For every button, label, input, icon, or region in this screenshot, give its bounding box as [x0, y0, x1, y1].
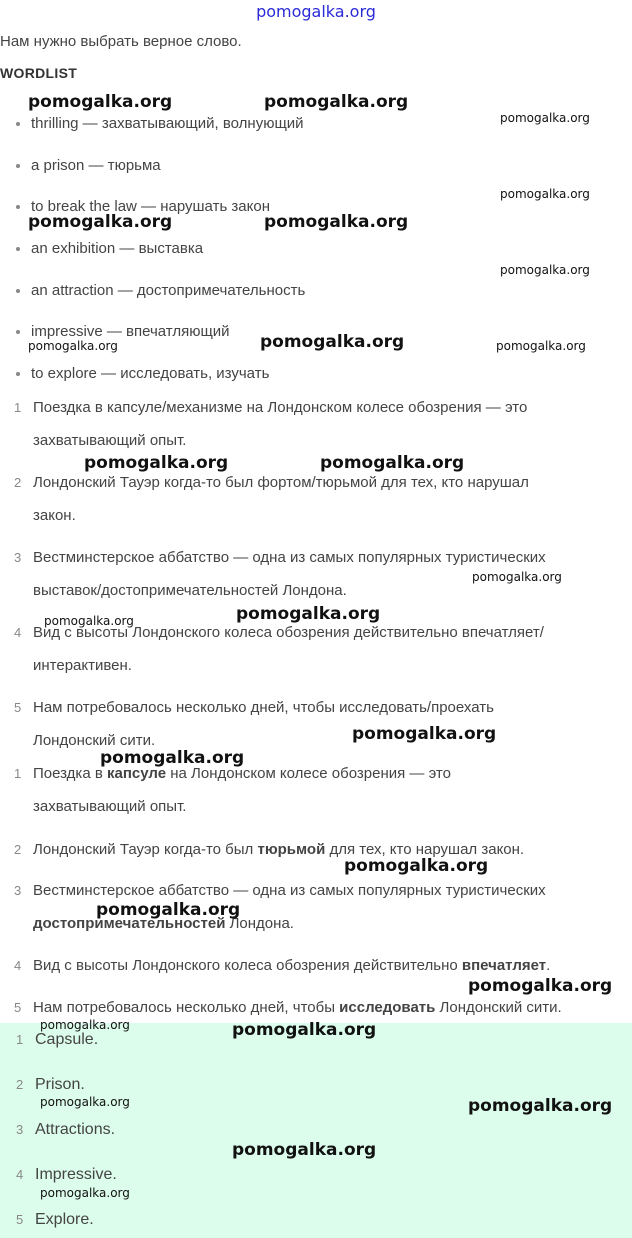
wordlist-item [16, 365, 269, 382]
watermark: pomogalka.org [260, 332, 405, 352]
watermark: pomogalka.org [84, 453, 229, 473]
watermark: pomogalka.org [352, 724, 497, 744]
wordlist-text: impressive — впечатляющий [31, 323, 230, 340]
text-part: Лондонский сити. [435, 999, 562, 1016]
watermark: pomogalka.org [100, 748, 245, 768]
answer-item [16, 1166, 117, 1184]
watermark: pomogalka.org [500, 187, 590, 201]
answer-text: Capsule. [35, 1031, 99, 1048]
watermark: pomogalka.org [264, 212, 409, 232]
wordlist-heading: WORDLIST [0, 65, 78, 81]
item-number: 1 [14, 400, 22, 415]
bullet-icon [16, 372, 20, 376]
answer-text: Attractions. [35, 1121, 116, 1138]
answer-item [16, 1121, 115, 1139]
watermark: pomogalka.org [40, 1018, 130, 1032]
wordlist-text: an attraction — достопримечательность [31, 282, 306, 299]
watermark: pomogalka.org [264, 92, 409, 112]
text-part: Лондонский Тауэр когда-то был [33, 841, 258, 858]
watermark: pomogalka.org [28, 339, 118, 353]
text-part: . [546, 957, 551, 974]
item-number: 4 [14, 625, 22, 640]
watermark: pomogalka.org [320, 453, 465, 473]
wordlist-item [16, 115, 304, 132]
bullet-icon [16, 289, 20, 293]
answer-item [16, 1076, 85, 1094]
wordlist-text: to explore — исследовать, изучать [31, 365, 270, 382]
watermark: pomogalka.org [96, 900, 241, 920]
watermark: pomogalka.org [28, 92, 173, 112]
item-number: 3 [14, 883, 22, 898]
text-part: Вестминстерское аббатство — одна из самых популярных туристических [33, 882, 546, 899]
text-part: Лондона. [225, 915, 294, 932]
item-number: 4 [16, 1167, 24, 1182]
answer-word: впечатляет [461, 957, 547, 974]
watermark: pomogalka.org [344, 856, 489, 876]
text-part: Нам потребовалось несколько дней, чтобы [33, 999, 340, 1016]
wordlist-text: an exhibition — выставка [31, 240, 204, 257]
bullet-icon [16, 247, 20, 251]
text-part: для тех, кто нарушал закон. [325, 841, 525, 858]
watermark: pomogalka.org [28, 212, 173, 232]
answers-box [0, 1023, 632, 1238]
item-line [33, 790, 186, 823]
watermark: pomogalka.org [500, 111, 590, 125]
intro-text: Нам нужно выбрать верное слово. [0, 33, 242, 50]
answer-text: Explore. [35, 1211, 94, 1228]
item-number: 1 [14, 766, 22, 781]
item-line: Поездка в капсуле/механизме на Лондонском колесе обозрения — это [33, 399, 528, 416]
item-line: Вестминстерское аббатство — одна из самых популярных туристических [33, 549, 546, 566]
watermark: pomogalka.org [500, 263, 590, 277]
bullet-icon [16, 122, 20, 126]
watermark: pomogalka.org [236, 604, 381, 624]
item-line: Вид с высоты Лондонского колеса обозрения действительно впечатляет/ [33, 624, 544, 641]
bullet-icon [16, 164, 20, 168]
watermark: pomogalka.org [232, 1020, 377, 1040]
bullet-icon [16, 205, 20, 209]
item-number: 2 [14, 842, 22, 857]
wordlist-text: a prison — тюрьма [31, 157, 161, 174]
item-number: 5 [14, 700, 22, 715]
answer-word: тюрьмой [257, 841, 326, 858]
wordlist-item [16, 323, 230, 340]
item-number: 3 [14, 550, 22, 565]
text-part: захватывающий опыт. [33, 798, 187, 815]
item-number: 5 [14, 1000, 22, 1015]
wordlist-text: to break the law — нарушать закон [31, 198, 271, 215]
answer-text: Prison. [35, 1076, 85, 1093]
text-part: Вид с высоты Лондонского колеса обозрения действительно [33, 957, 462, 974]
answer-word: достопримечательностей [33, 915, 226, 932]
item-line: закон. [33, 507, 76, 524]
item-number: 5 [16, 1212, 24, 1227]
answer-item [16, 1031, 98, 1049]
watermark: pomogalka.org [44, 614, 134, 628]
watermark: pomogalka.org [40, 1095, 130, 1109]
item-number: 2 [14, 475, 22, 490]
text-part: на Лондонском колесе обозрения — это [166, 765, 451, 782]
bullet-icon [16, 330, 20, 334]
watermark: pomogalka.org [468, 976, 613, 996]
item-number: 4 [14, 958, 22, 973]
answer-item [16, 1211, 94, 1229]
answer-word: исследовать [339, 999, 436, 1016]
watermark: pomogalka.org [232, 1140, 377, 1160]
item-line: захватывающий опыт. [33, 432, 187, 449]
item-number: 2 [16, 1077, 24, 1092]
answer-text: Impressive. [35, 1166, 117, 1183]
item-line: интерактивен. [33, 657, 132, 674]
wordlist-item [16, 240, 203, 257]
wordlist-item [16, 157, 161, 174]
item-number: 1 [16, 1032, 24, 1047]
answer-word: капсуле [106, 765, 167, 782]
text-part: Поездка в [33, 765, 107, 782]
wordlist-text: thrilling — захватывающий, волнующий [31, 115, 304, 132]
watermark: pomogalka.org [468, 1096, 613, 1116]
item-number: 3 [16, 1122, 24, 1137]
watermark: pomogalka.org [472, 570, 562, 584]
watermark: pomogalka.org [496, 339, 586, 353]
item-line: Нам потребовалось несколько дней, чтобы исследовать/проехать [33, 699, 494, 716]
item-line: выставок/достопримечательностей Лондона. [33, 582, 347, 599]
wordlist-item [16, 282, 305, 299]
site-logo-link[interactable]: pomogalka.org [256, 2, 376, 21]
item-line: Лондонский сити. [33, 732, 156, 749]
item-line: Лондонский Тауэр когда-то был фортом/тюрьмой для тех, кто нарушал [33, 474, 529, 491]
watermark: pomogalka.org [40, 1186, 130, 1200]
